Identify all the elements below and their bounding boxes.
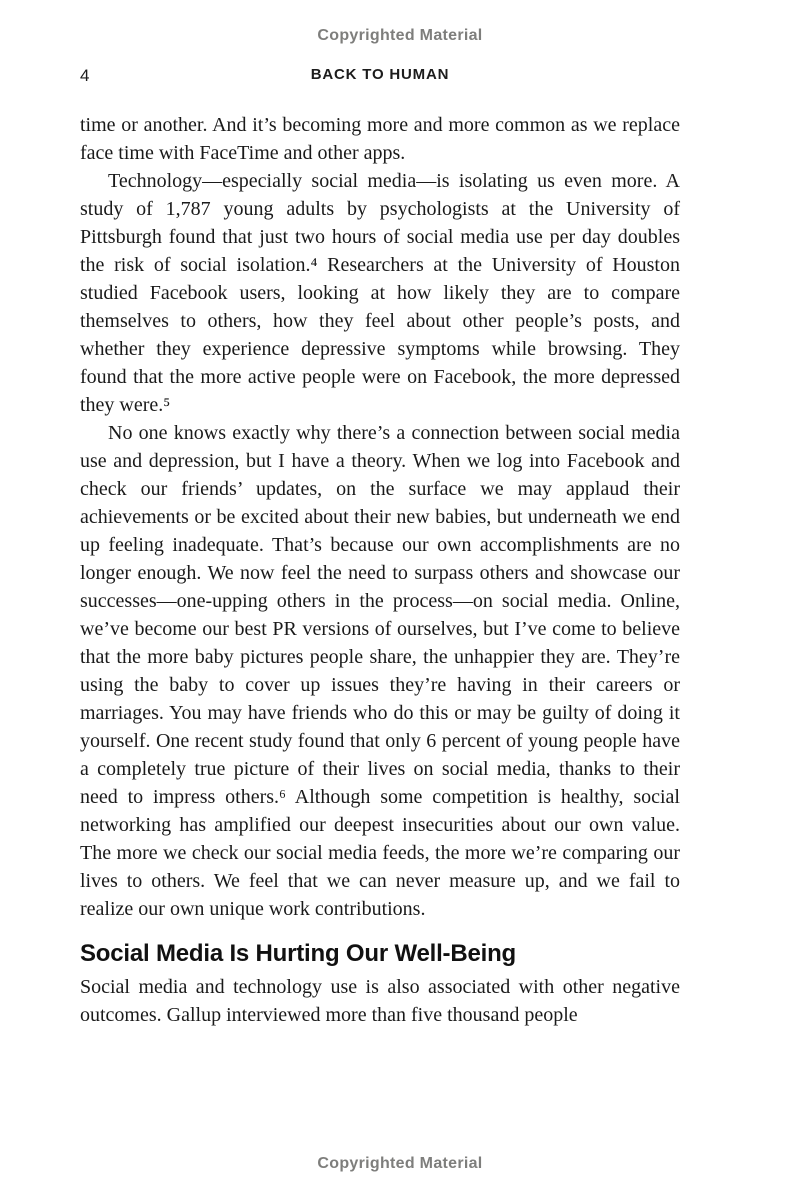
- page-header: [80, 66, 680, 86]
- page-number: 4: [80, 66, 90, 85]
- page-content: [80, 111, 680, 1029]
- running-head: BACK TO HUMAN: [310, 66, 450, 83]
- copyright-watermark-top: Copyrighted Material: [317, 27, 483, 44]
- body-paragraph-2: Technology—especially social media—is isolating us even more. A study of 1,787 young adults by psychologists at the University of Pittsburgh found that just two hours of social media use per day doubles the risk of social isolation.⁴ Researchers at the University of Houston studied Facebook users, looking at how likely they are to compare themselves to others, how they feel about other people’s posts, and whether they experience depressive symptoms while browsing. They found that the more active people were on Facebook, the more depressed they were.⁵: [80, 170, 680, 416]
- body-paragraph-1: time or another. And it’s becoming more and more common as we replace face time with FaceTime and other apps.: [80, 114, 680, 164]
- body-paragraph-4: Social media and technology use is also associated with other negative outcomes. Gallup interviewed more than five thousand people: [80, 976, 680, 1026]
- body-paragraph-3: No one knows exactly why there’s a connection between social media use and depression, but I have a theory. When we log into Facebook and check our friends’ updates, on the surface we may applaud their achievements or be excited about their new babies, but underneath we end up feeling inadequate. That’s because our own accomplishments are no longer enough. We now feel the need to surpass others and showcase our successes—one-upping others in the process—on social media. Online, we’ve become our best PR versions of ourselves, but I’ve come to believe that the more baby pictures people share, the unhappier they are. They’re using the baby to cover up issues they’re having in their careers or marriages. You may have friends who do this or may be guilty of doing it yourself. One recent study found that only 6 percent of young people have a completely true picture of their lives on social media, thanks to their need to impress others.⁶ Although some competition is healthy, social networking has amplified our deepest insecurities about our own value. The more we check our social media feeds, the more we’re comparing our lives to others. We feel that we can never measure up, and we fail to realize our own unique work contributions.: [80, 422, 680, 920]
- copyright-watermark-bottom: Copyrighted Material: [317, 1155, 483, 1172]
- section-heading: Social Media Is Hurting Our Well-Being: [80, 940, 517, 967]
